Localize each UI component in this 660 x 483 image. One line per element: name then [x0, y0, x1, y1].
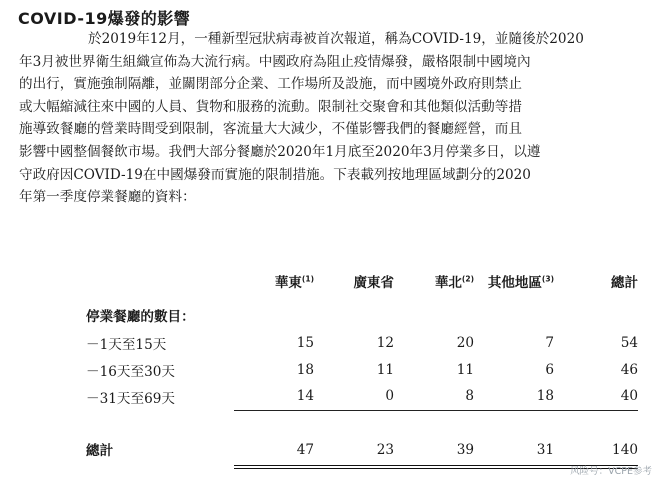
paragraph-line: 或大幅縮減往來中國的人員、貨物和服務的流動。限制社交聚會和其他類似活動等措: [19, 98, 522, 115]
total-value: 31: [474, 429, 554, 469]
total-value: 140: [554, 429, 638, 469]
cell-value: 18: [474, 383, 554, 411]
paragraph-line: 於2019年12月，一種新型冠狀病毒被首次報道，稱為COVID-19，並隨後於2020: [88, 31, 584, 47]
table-row: [86, 383, 638, 411]
table-row: [86, 357, 638, 384]
section-label: 停業餐廳的數目：: [86, 309, 195, 325]
header-total: 總計: [611, 275, 638, 291]
row-label: －31天至69天: [86, 390, 175, 407]
paragraph-line: 影響中國整個餐飲市場。我們大部分餐廳於2020年1月底至2020年3月停業多日，以遵: [19, 143, 541, 160]
header-blank: [86, 262, 234, 300]
watermark: 风险号：VCPE参考: [570, 466, 652, 477]
table-section-row: [86, 300, 638, 330]
total-value: 39: [394, 429, 474, 469]
cell-value: 6: [545, 361, 554, 378]
row-label: －16天至30天: [86, 363, 175, 380]
header-north-china: 華北$^{(2)}$: [434, 274, 474, 291]
total-label: 總計: [86, 442, 114, 459]
table-row: [86, 330, 638, 357]
cell-value: 20: [456, 335, 474, 352]
total-value: 23: [314, 429, 394, 469]
header-east-china: 華東$^{(1)}$: [274, 274, 314, 291]
cell-value: 8: [394, 383, 474, 411]
cell-value: 14: [234, 383, 314, 411]
paragraph-line: 守政府因COVID-19在中國爆發而實施的限制措施。下表載列按地理區域劃分的2020: [19, 166, 531, 183]
header-other-regions: 其他地區$^{(3)}$: [487, 274, 554, 291]
paragraph-line: 的出行，實施強制隔離，並關閉部分企業、工作場所及設施，而中國境外政府則禁止: [19, 76, 522, 93]
cell-value: 11: [376, 361, 394, 378]
cell-value: 15: [296, 335, 314, 352]
cell-value: 40: [554, 383, 638, 411]
cell-value: 12: [376, 335, 394, 352]
section-title: COVID-19爆發的影響: [18, 9, 191, 28]
table-header-row: [86, 262, 638, 300]
total-value: 47: [234, 429, 314, 469]
cell-value: 11: [456, 361, 474, 378]
table-spacer: [86, 411, 638, 429]
closed-restaurants-table: [86, 262, 638, 469]
paragraph-line: 年第一季度停業餐廳的資料：: [19, 189, 196, 206]
table-total-row: [86, 429, 638, 469]
body-paragraph: [18, 28, 618, 209]
paragraph-line: 施導致餐廳的營業時間受到限制，客流量大大減少，不僅影響我們的餐廳經營，而且: [19, 121, 522, 138]
cell-value: 0: [314, 383, 394, 411]
paragraph-line: 年3月被世界衛生組織宣佈為大流行病。中國政府為阻止疫情爆發，嚴格限制中國境內: [19, 53, 531, 70]
cell-value: 54: [620, 335, 638, 352]
cell-value: 46: [620, 361, 638, 378]
cell-value: 7: [545, 335, 554, 352]
cell-value: 18: [296, 361, 314, 378]
header-guangdong: 廣東省: [353, 275, 394, 291]
row-label: －1天至15天: [86, 337, 167, 354]
